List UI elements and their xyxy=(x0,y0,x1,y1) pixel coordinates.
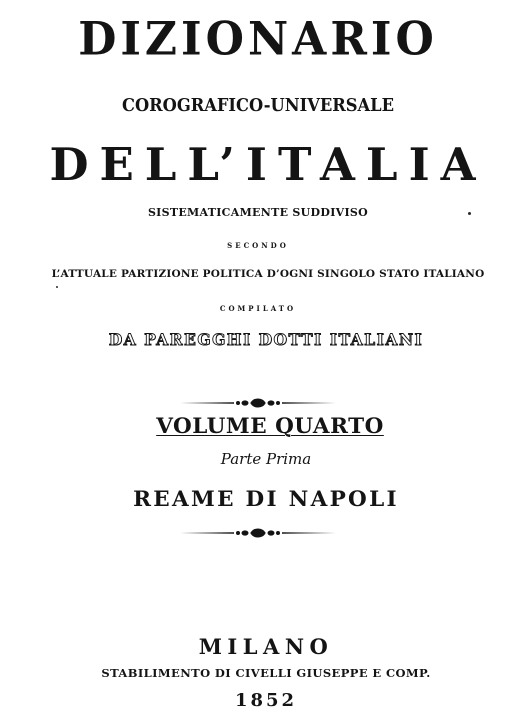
rule-ornament-top xyxy=(0,396,516,410)
authors-line: DA PAREGGHI DOTTI ITALIANI xyxy=(108,330,424,349)
section-title: REAME DI NAPOLI xyxy=(133,487,399,512)
book-subtitle: COROGRAFICO-UNIVERSALE xyxy=(121,96,394,116)
volume-label: VOLUME QUARTO xyxy=(156,414,384,439)
description-line-1: SISTEMATICAMENTE SUDDIVISO xyxy=(147,206,369,219)
publication-city: MILANO xyxy=(198,634,334,659)
publication-year: 1852 xyxy=(234,690,298,711)
ornament-icon xyxy=(178,396,338,410)
rule-ornament-bottom xyxy=(0,526,516,540)
description-line-2: SECONDO xyxy=(227,241,289,250)
paper-speck xyxy=(468,212,471,215)
part-label: Parte Prima xyxy=(220,450,312,468)
book-title: DIZIONARIO xyxy=(78,12,438,67)
description-line-3: L’ATTUALE PARTIZIONE POLITICA D’OGNI SINGOLO STATO ITALIANO xyxy=(51,268,485,280)
publisher: STABILIMENTO DI CIVELLI GIUSEPPE E COMP. xyxy=(101,666,431,680)
ornament-icon xyxy=(178,526,338,540)
description-line-4: COMPILATO xyxy=(219,304,297,313)
book-title-main: DELL’ITALIA xyxy=(49,138,487,191)
paper-speck xyxy=(56,286,58,288)
